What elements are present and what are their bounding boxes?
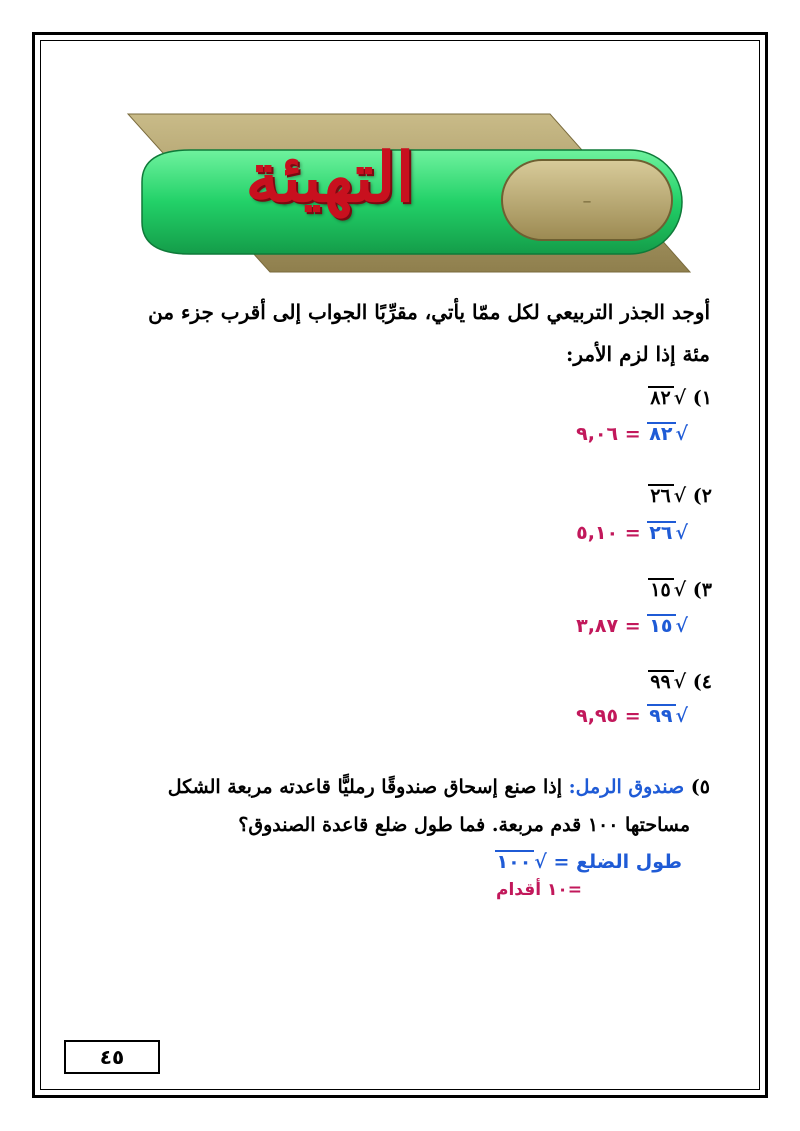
instruction-line-2: مئة إذا لزم الأمر: [566,342,710,366]
page-title: التهيئة [245,138,415,218]
answer-value: ٩,٩٥ [576,705,619,727]
problem-answer-label: طول الضلع = [553,851,682,873]
problem-title: صندوق الرمل: [568,776,685,798]
answer-radicand: ٨٢ [647,422,675,445]
answer-radicand: ٢٦ [647,521,675,544]
radical-sign: √ [534,851,547,873]
answer-value: ٣,٨٧ [576,615,619,637]
exercise-4 [648,670,712,693]
exercise-1 [648,386,712,409]
answer-4 [576,704,688,727]
answer-3 [576,614,688,637]
equals-sign: = [624,423,641,445]
exercise-label: ٢) [692,485,712,507]
radical-sign: √ [675,423,688,445]
exercise-label: ١) [692,387,712,409]
exercise-radicand: ٩٩ [648,670,673,693]
answer-radicand: ١٥ [647,614,675,637]
radical-sign: √ [675,522,688,544]
pill-mark: – [582,191,592,212]
exercise-radicand: ١٥ [648,578,673,601]
exercise-radicand: ٢٦ [648,484,673,507]
page-number: ٤٥ [99,1045,125,1069]
answer-2 [576,521,688,544]
exercise-3 [648,578,712,601]
equals-sign: = [624,522,641,544]
radical-sign: √ [673,387,687,409]
answer-value: ٩,٠٦ [576,423,619,445]
page-number-box [64,1040,160,1074]
equals-sign: = [624,615,641,637]
radical-sign: √ [673,485,687,507]
equals-sign: = [624,705,641,727]
problem-5-line-1 [168,776,710,798]
problem-answer-result: =١٠ أقدام [496,880,582,900]
exercise-radicand: ٨٢ [648,386,673,409]
radical-sign: √ [675,615,688,637]
radical-sign: √ [675,705,688,727]
answer-value: ٥,١٠ [576,522,619,544]
answer-radicand: ٩٩ [647,704,675,727]
problem-text-2: مساحتها ١٠٠ قدم مربعة. فما طول ضلع قاعدة الصندوق؟ [238,814,690,836]
answer-1 [576,422,688,445]
radical-sign: √ [673,671,687,693]
exercise-label: ٤) [692,671,712,693]
exercise-2 [648,484,712,507]
problem-answer-radicand: ١٠٠ [495,850,535,873]
exercise-label: ٣) [692,579,712,601]
instruction-line-1: أوجد الجذر التربيعي لكل ممّا يأتي، مقرِّبًا الجواب إلى أقرب جزء من [148,300,710,324]
problem-answer [495,850,682,873]
problem-text-1: إذا صنع إسحاق صندوقًا رمليًّا قاعدته مربعة الشكل [167,776,563,798]
problem-number: ٥) [690,776,710,798]
radical-sign: √ [673,579,687,601]
